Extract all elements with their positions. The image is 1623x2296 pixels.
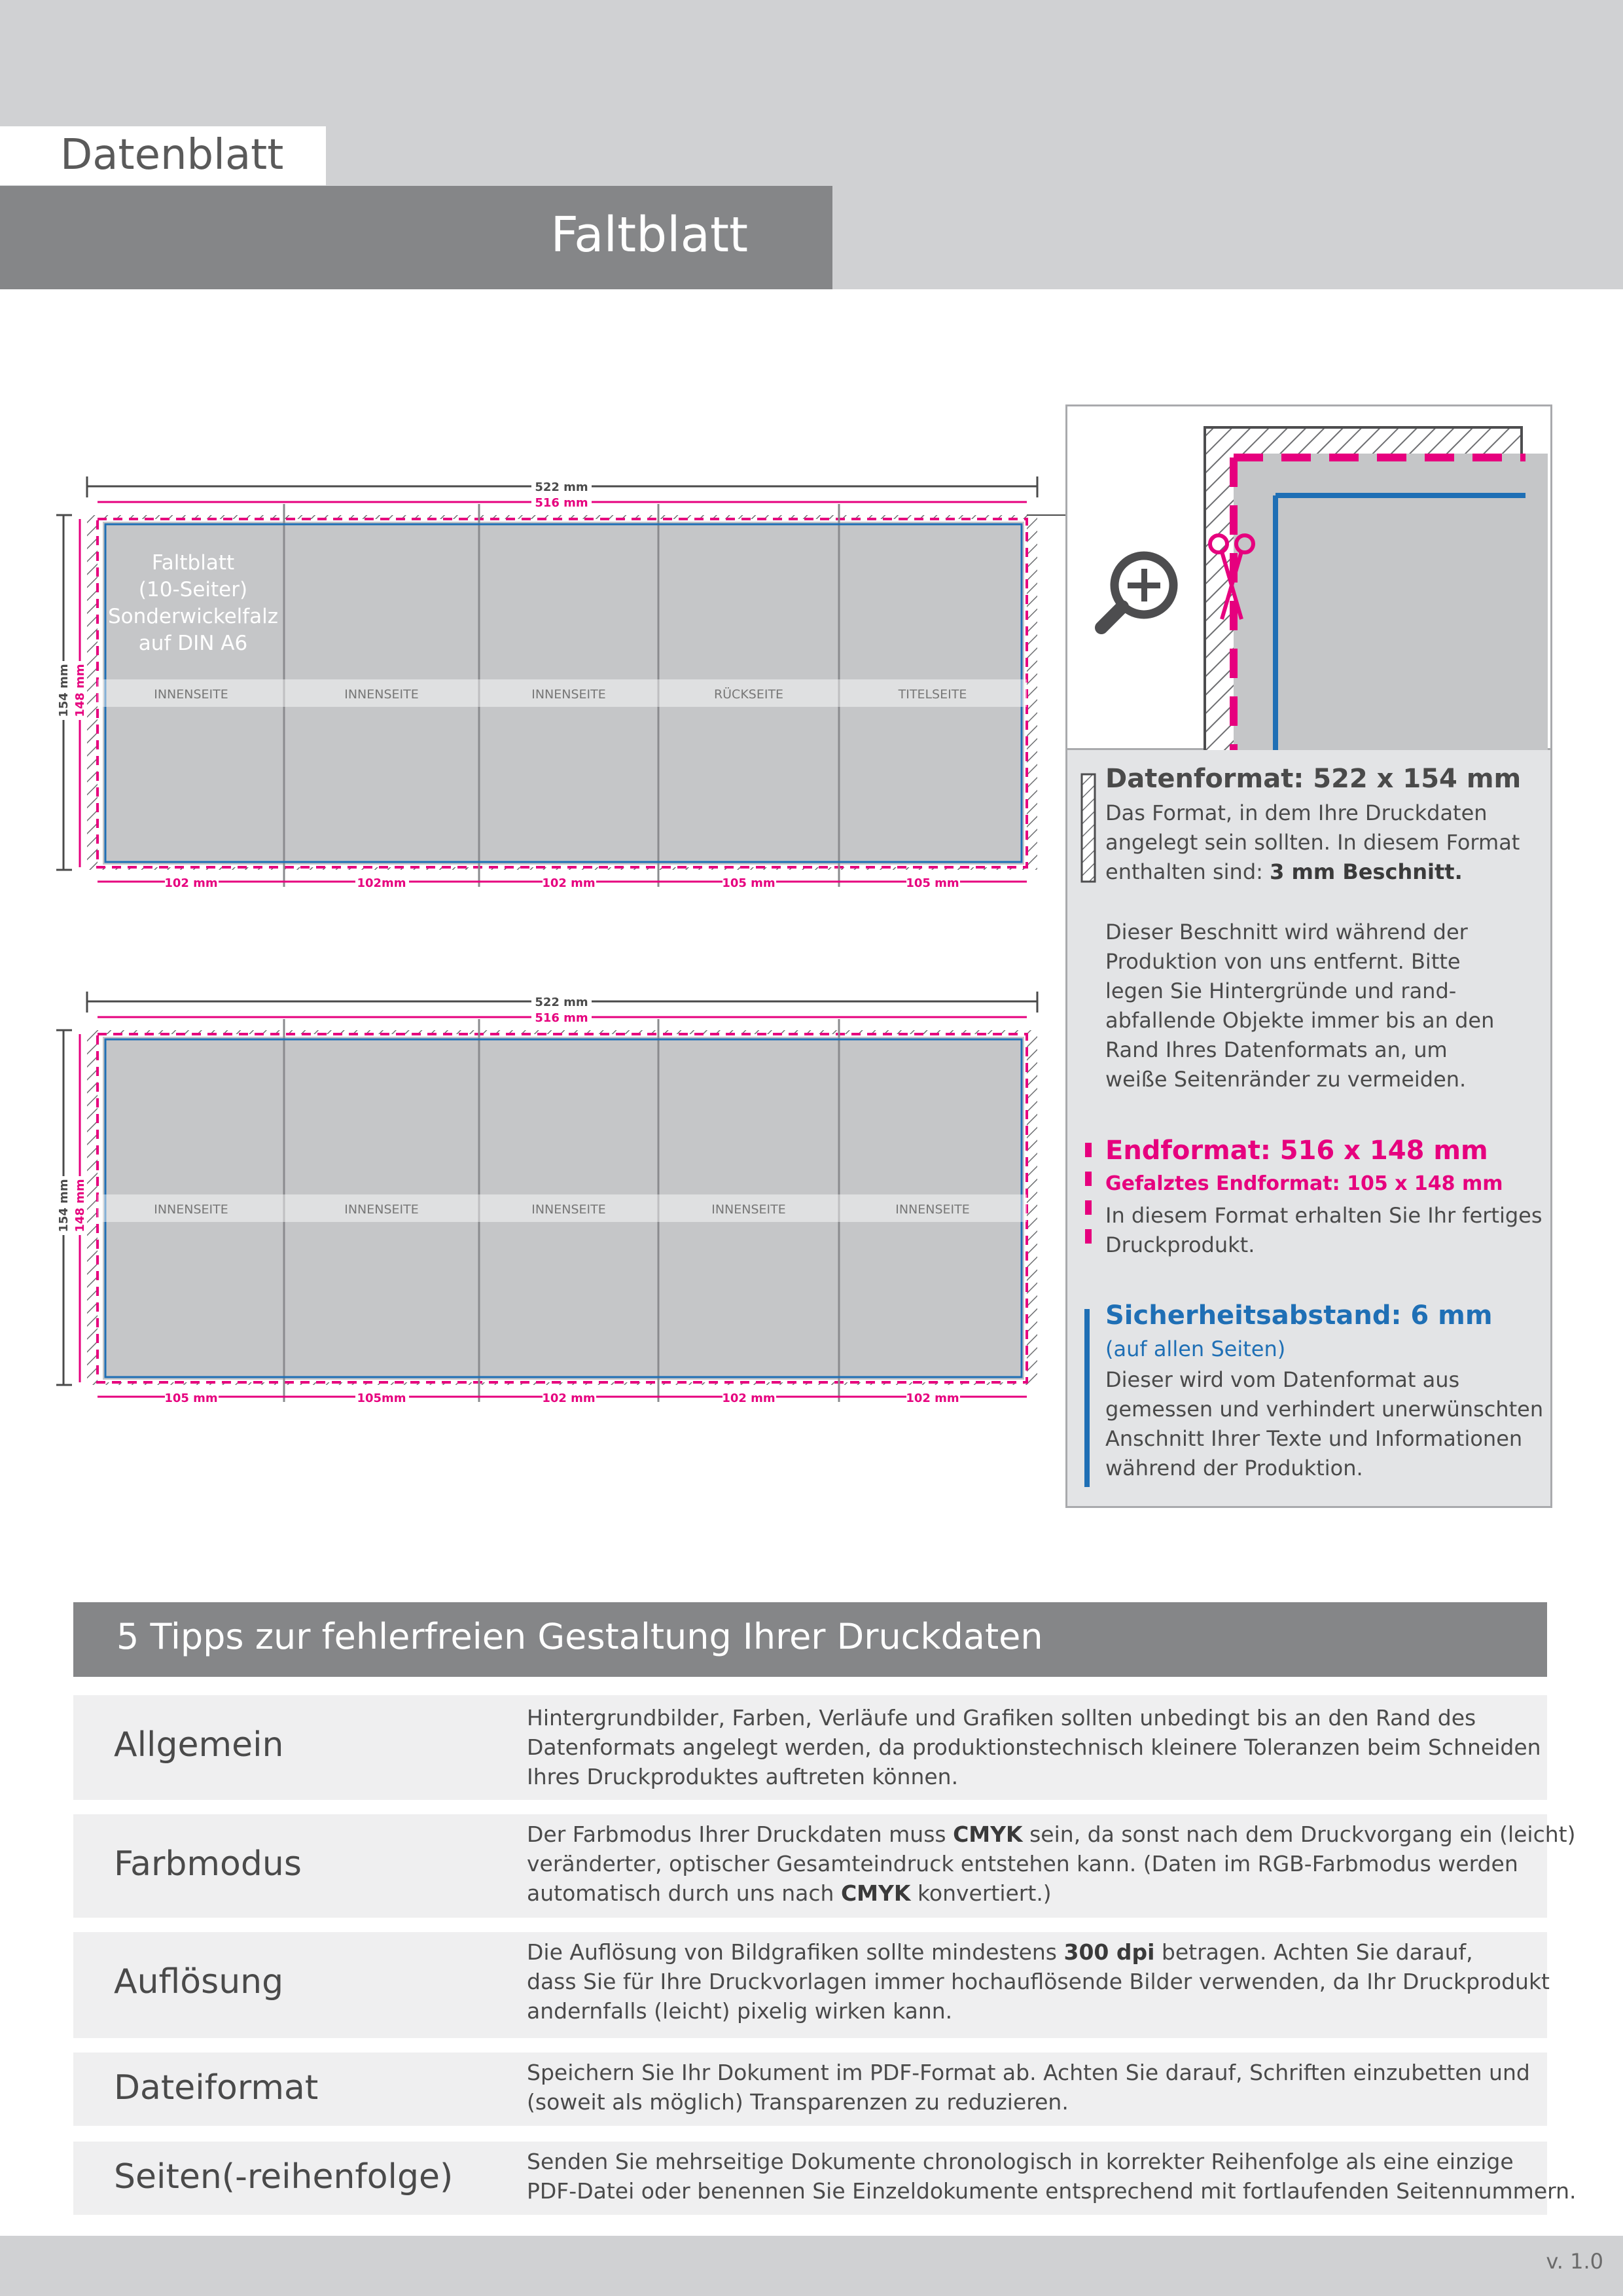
tip-label: Seiten(-reihenfolge): [114, 2157, 454, 2197]
svg-text:154 mm: 154 mm: [57, 664, 71, 717]
tip-row-seiten: [73, 2142, 1577, 2215]
panel-label: INNENSEITE: [154, 687, 228, 702]
product-label-line: Sonderwickelfalz: [107, 605, 279, 628]
tip-text: Hintergrundbilder, Farben, Verläufe und Grafiken sollten unbedingt bis an den Rand des Datenformats angelegt werden, da produktionstechnisch kleinere Toleranzen beim Schneiden Ihres Druckproduktes auftreten können.: [527, 1705, 1541, 1789]
tip-label: Farbmodus: [114, 1844, 302, 1884]
sicherheit-text: Dieser wird vom Datenformat aus gemessen und verhindert unerwünschten Anschnitt Ihrer Texte und Informationen während der Produktion.: [1105, 1367, 1544, 1480]
tip-label: Auflösung: [114, 1962, 284, 2001]
tip-text: Speichern Sie Ihr Dokument im PDF-Format ab. Achten Sie darauf, Schriften einzubetten und (soweit als möglich) Transparenzen zu reduzieren.: [527, 2060, 1530, 2115]
product-label-line: Faltblatt: [151, 551, 235, 575]
width-dimension: [87, 476, 1037, 510]
height-dimension: [56, 515, 87, 870]
tip-text: Die Auflösung von Bildgrafiken sollte mindestens 300 dpi betragen. Achten Sie darauf, dass Sie für Ihre Druckvorlagen immer hochauflösende Bilder verwenden, da Ihr Druckprodukt andernfalls (leicht) pixelig wirken kann.: [527, 1939, 1550, 2024]
tip-label: Dateiformat: [114, 2068, 319, 2108]
tip-row-dateiformat: [73, 2053, 1547, 2126]
version-label: v. 1.0: [1546, 2249, 1603, 2274]
tips-title: 5 Tipps zur fehlerfreien Gestaltung Ihrer Druckdaten: [116, 1616, 1043, 1657]
zoom-detail: [1065, 404, 1552, 750]
panel-label: INNENSEITE: [895, 1202, 970, 1217]
endformat-heading: Endformat: 516 x 148 mm: [1105, 1136, 1488, 1166]
tip-row-allgemein: [73, 1695, 1547, 1800]
datenformat-text: Das Format, in dem Ihre Druckdaten angelegt sein sollten. In diesem Format enthalten sind: 3 mm Beschnitt.: [1105, 800, 1520, 884]
panel-dimensions: [98, 1390, 1027, 1405]
svg-text:102 mm: 102 mm: [906, 1391, 959, 1405]
svg-text:148 mm: 148 mm: [73, 664, 87, 717]
svg-text:105 mm: 105 mm: [164, 1391, 218, 1405]
panel-label: RÜCKSEITE: [713, 687, 784, 702]
beschnitt-text: Dieser Beschnitt wird während der Produktion von uns entfernt. Bitte legen Sie Hintergründe und rand- abfallende Objekte immer bis an den Rand Ihres Datenformats an, um weiße Seitenränder zu vermeiden.: [1105, 920, 1495, 1092]
sicherheit-subheading: (auf allen Seiten): [1105, 1336, 1286, 1361]
diagram-1: [56, 476, 1073, 890]
panel-label: INNENSEITE: [344, 1202, 419, 1217]
panel-label: INNENSEITE: [711, 1202, 786, 1217]
svg-text:102 mm: 102 mm: [722, 1391, 776, 1405]
endformat-text: In diesem Format erhalten Sie Ihr fertiges Druckprodukt.: [1105, 1203, 1543, 1257]
product-title: Faltblatt: [550, 207, 748, 263]
svg-text:102mm: 102mm: [357, 876, 406, 890]
svg-text:102 mm: 102 mm: [542, 1391, 596, 1405]
bleed-marker: [1080, 773, 1097, 884]
tip-row-aufloesung: [73, 1932, 1550, 2038]
svg-text:522 mm: 522 mm: [535, 480, 588, 494]
datenformat-heading: Datenformat: 522 x 154 mm: [1105, 764, 1522, 794]
panel-label: INNENSEITE: [344, 687, 419, 702]
svg-text:105mm: 105mm: [357, 1391, 406, 1405]
magnifier-plus-icon: [1101, 556, 1173, 628]
tip-text: Der Farbmodus Ihrer Druckdaten muss CMYK sein, da sonst nach dem Druckvorgang ein (leicht) veränderter, optischer Gesamteindruck entstehen kann. (Daten im RGB-Farbmodus werden automatisch durch uns nach CMYK konvertiert.): [527, 1821, 1576, 1906]
info-panel: [1065, 750, 1552, 1508]
diagram-2: [56, 992, 1037, 1405]
datenblatt-title: Datenblatt: [60, 131, 284, 179]
height-dimension: [56, 1030, 87, 1385]
panel-label: INNENSEITE: [154, 1202, 228, 1217]
svg-text:105 mm: 105 mm: [722, 876, 776, 890]
panel-dimensions: [98, 874, 1027, 890]
product-label-line: auf DIN A6: [138, 632, 248, 655]
svg-text:148 mm: 148 mm: [73, 1179, 87, 1232]
svg-text:102 mm: 102 mm: [164, 876, 218, 890]
sicherheit-heading: Sicherheitsabstand: 6 mm: [1105, 1300, 1493, 1331]
svg-text:102 mm: 102 mm: [542, 876, 596, 890]
safety-marker: [1084, 1309, 1090, 1487]
footer-band: [0, 2236, 1623, 2296]
width-dimension: [87, 992, 1037, 1025]
tip-label: Allgemein: [114, 1725, 284, 1765]
svg-text:522 mm: 522 mm: [535, 996, 588, 1009]
svg-text:105 mm: 105 mm: [906, 876, 959, 890]
svg-text:516 mm: 516 mm: [535, 1011, 588, 1025]
layout-diagrams: [0, 0, 1073, 1440]
svg-text:154 mm: 154 mm: [57, 1179, 71, 1232]
product-label-line: (10-Seiter): [138, 578, 248, 601]
endformat-subheading: Gefalztes Endformat: 105 x 148 mm: [1105, 1172, 1503, 1195]
panel-label: INNENSEITE: [531, 687, 606, 702]
panel-label: INNENSEITE: [531, 1202, 606, 1217]
tip-text: Senden Sie mehrseitige Dokumente chronologisch in korrekter Reihenfolge als eine einzige PDF-Datei oder benennen Sie Einzeldokumente entsprechend mit fortlaufenden Seitennummern.: [527, 2149, 1577, 2204]
svg-text:516 mm: 516 mm: [535, 496, 588, 510]
tip-row-farbmodus: [73, 1814, 1576, 1918]
trim-marker: [1084, 1143, 1093, 1254]
panel-label: TITELSEITE: [898, 687, 967, 702]
